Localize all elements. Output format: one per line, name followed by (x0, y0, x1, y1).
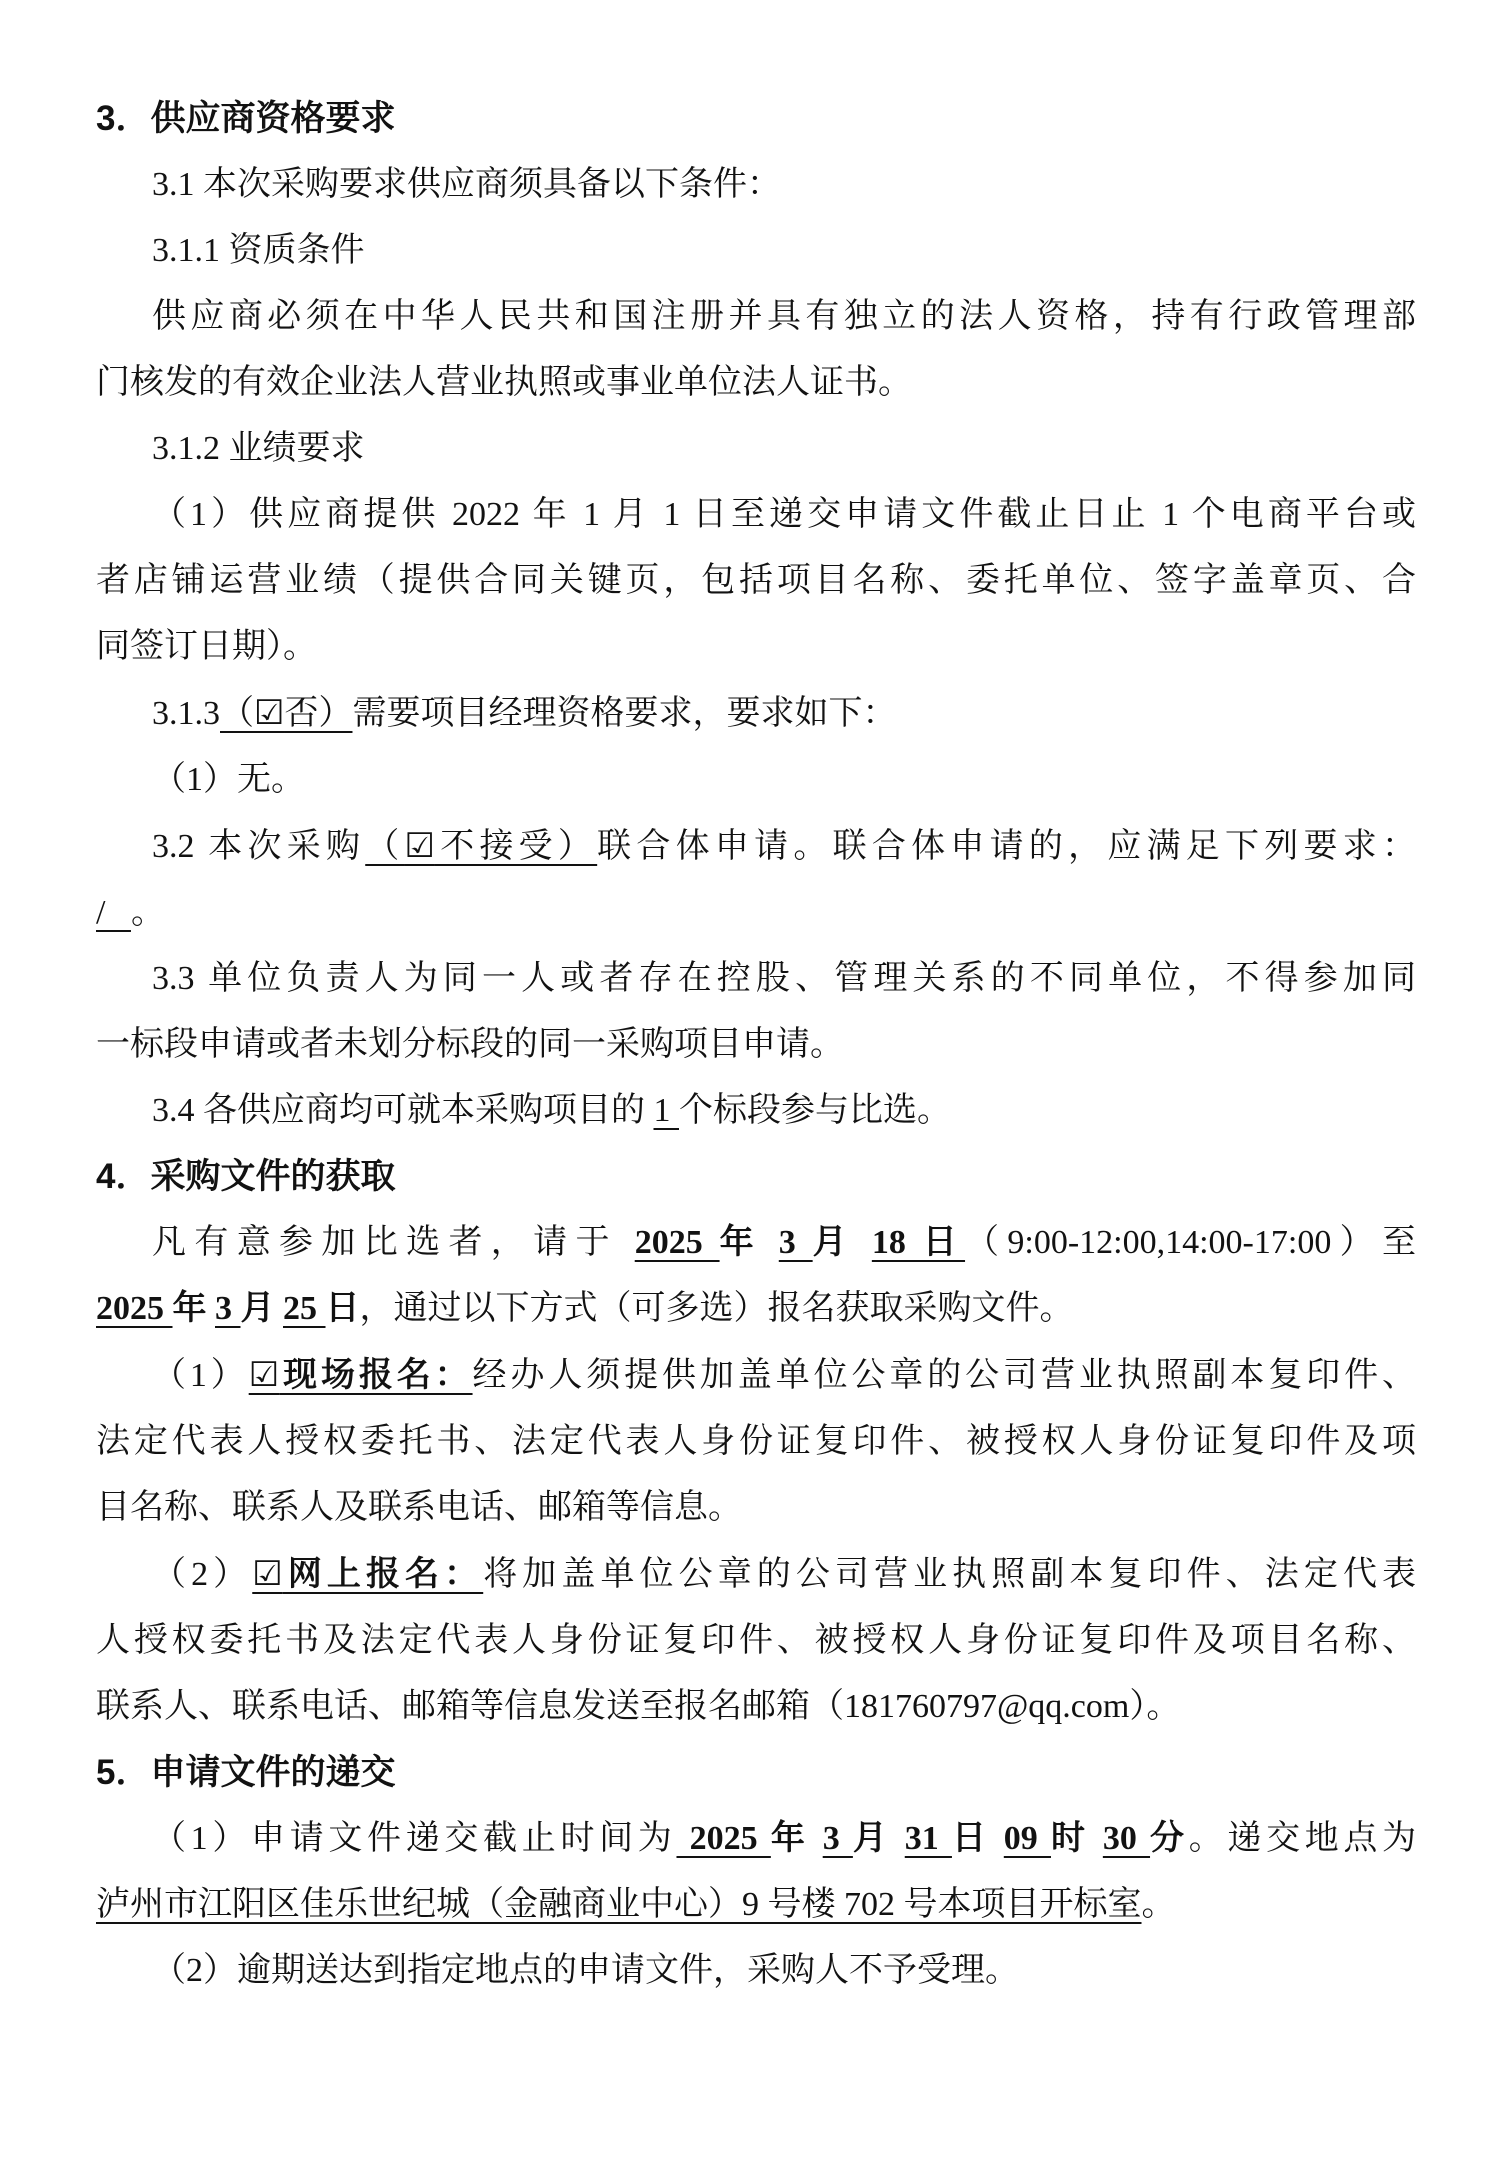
text-run: （2） (152, 1556, 253, 1593)
text-run: 供应商必须在中华人民共和国注册并具有独立的法人资格，持有行政管理部 (152, 298, 1416, 335)
section-3-heading (96, 86, 1416, 152)
text-run: 泸州市江阳区佳乐世纪城（金融商业中心）9 号楼 702 号本项目开标室 (96, 1886, 1142, 1923)
text-run: （ (220, 695, 254, 732)
text-run: （9:00-12:00,14:00-17:00）至 (965, 1224, 1417, 1261)
text-run: 3 (822, 1820, 853, 1857)
checkbox-checked-icon: ☑ (404, 826, 435, 866)
text-line (96, 218, 1416, 284)
text-run: 个标段参与比选。 (679, 1092, 951, 1129)
text-run: 18 日 (871, 1224, 966, 1261)
text-run: 3.3 单位负责人为同一人或者存在控股、管理关系的不同单位，不得参加同 (152, 960, 1416, 997)
text-run: 2025 (634, 1224, 720, 1261)
text-line (96, 1276, 1416, 1342)
text-run: 3.2 本次采购 (152, 828, 366, 865)
text-line (96, 1674, 1416, 1740)
text-run: 4．采购文件的获取 (96, 1157, 396, 1196)
text-run: （1）无。 (152, 761, 305, 798)
text-run: 25 (283, 1290, 326, 1327)
text-run: 月 (852, 1820, 905, 1857)
text-line (96, 680, 1416, 747)
text-run: 5．申请文件的递交 (96, 1753, 396, 1792)
text-run: 3.1.1 资质条件 (152, 232, 365, 269)
text-line (96, 284, 1416, 350)
text-run: 网上报名： (282, 1556, 484, 1593)
text-run: 将加盖单位公章的公司营业执照副本复印件、法定代表 (483, 1556, 1417, 1593)
text-run: 门核发的有效企业法人营业执照或事业单位法人证书。 (96, 364, 912, 401)
text-line (96, 946, 1416, 1012)
text-run: 年 (172, 1290, 215, 1327)
text-run: 。 (130, 894, 165, 931)
text-run: 分 (1150, 1820, 1189, 1857)
text-run: 3 (215, 1290, 241, 1327)
text-run: 2025 (96, 1290, 173, 1327)
text-line (96, 1475, 1416, 1541)
text-run: 3.1.3 (152, 695, 220, 732)
text-run: 31 (904, 1820, 952, 1857)
text-run: ，通过以下方式（可多选）报名获取采购文件。 (359, 1290, 1074, 1327)
text-run: 2025 (676, 1820, 771, 1857)
text-run: 者店铺运营业绩（提供合同关键页，包括项目名称、委托单位、签字盖章页、合 (96, 562, 1416, 599)
text-line (96, 152, 1416, 218)
text-run: 。递交地点为 (1188, 1820, 1417, 1857)
text-run: / (96, 894, 131, 931)
text-line (96, 813, 1416, 880)
text-run: 不接受） (434, 828, 598, 865)
section-4-heading (96, 1144, 1416, 1210)
text-run: 3.4 各供应商均可就本采购项目的 (152, 1092, 654, 1129)
text-run: （1）供应商提供 2022 年 1 月 1 日至递交申请文件截止日止 1 个电商平台或 (152, 496, 1416, 533)
text-run: 时 (1050, 1820, 1103, 1857)
text-line (96, 1409, 1416, 1475)
text-run: （2）逾期送达到指定地点的申请文件，采购人不予受理。 (152, 1952, 1019, 1989)
text-run: 30 (1102, 1820, 1151, 1857)
text-run: 目名称、联系人及联系电话、邮箱等信息。 (96, 1489, 742, 1526)
text-run: 联合体申请。联合体申请的，应满足下列要求： (597, 828, 1417, 865)
text-run: （1） (152, 1357, 249, 1394)
checkbox-checked-icon: ☑ (252, 1554, 283, 1594)
text-run: 3．供应商资格要求 (96, 99, 396, 138)
text-run: 法定代表人授权委托书、法定代表人身份证复印件、被授权人身份证复印件及项 (96, 1423, 1416, 1460)
text-line (96, 1608, 1416, 1674)
text-run: 3.1.2 业绩要求 (152, 430, 365, 467)
text-run: 经办人须提供加盖单位公章的公司营业执照副本复印件、 (472, 1357, 1417, 1394)
text-run: 一标段申请或者未划分标段的同一采购项目申请。 (96, 1026, 844, 1063)
text-run: 现场报名： (279, 1357, 473, 1394)
text-run: 年 (770, 1820, 823, 1857)
text-line (96, 548, 1416, 614)
text-run: 3.1 本次采购要求供应商须具备以下条件： (152, 166, 781, 203)
text-line (96, 1938, 1416, 2004)
checkbox-checked-icon: ☑ (254, 693, 285, 733)
text-line (96, 350, 1416, 416)
text-line (96, 482, 1416, 548)
text-run: （ (365, 828, 405, 865)
text-line (96, 1872, 1416, 1938)
text-run: （1）申请文件递交截止时间为 (152, 1820, 677, 1857)
text-run: 日 (951, 1820, 1004, 1857)
text-line (96, 1210, 1416, 1276)
text-line (96, 880, 1416, 946)
text-run: 09 (1003, 1820, 1051, 1857)
text-run: 否） (284, 695, 353, 732)
text-line (96, 1541, 1416, 1608)
text-line (96, 614, 1416, 680)
text-run: 日 (325, 1290, 360, 1327)
text-run: 同签订日期）。 (96, 628, 317, 665)
text-run: 1 (653, 1092, 679, 1129)
text-run: 月 (812, 1224, 872, 1261)
text-line (96, 1342, 1416, 1409)
text-run: 月 (240, 1290, 283, 1327)
text-run: 3 (778, 1224, 813, 1261)
section-5-heading (96, 1740, 1416, 1806)
text-line (96, 1078, 1416, 1144)
text-line (96, 416, 1416, 482)
text-run: 。 (1141, 1886, 1176, 1923)
text-run: 人授权委托书及法定代表人身份证复印件、被授权人身份证复印件及项目名称、 (96, 1622, 1416, 1659)
text-line (96, 1012, 1416, 1078)
text-line (96, 1806, 1416, 1872)
checkbox-checked-icon: ☑ (248, 1355, 280, 1395)
text-run: 联系人、联系电话、邮箱等信息发送至报名邮箱（181760797@qq.com）。 (96, 1688, 1181, 1725)
text-run: 凡有意参加比选者，请于 (152, 1224, 635, 1261)
text-run: 年 (719, 1224, 779, 1261)
text-run: 需要项目经理资格要求，要求如下： (352, 695, 897, 732)
text-line (96, 747, 1416, 813)
